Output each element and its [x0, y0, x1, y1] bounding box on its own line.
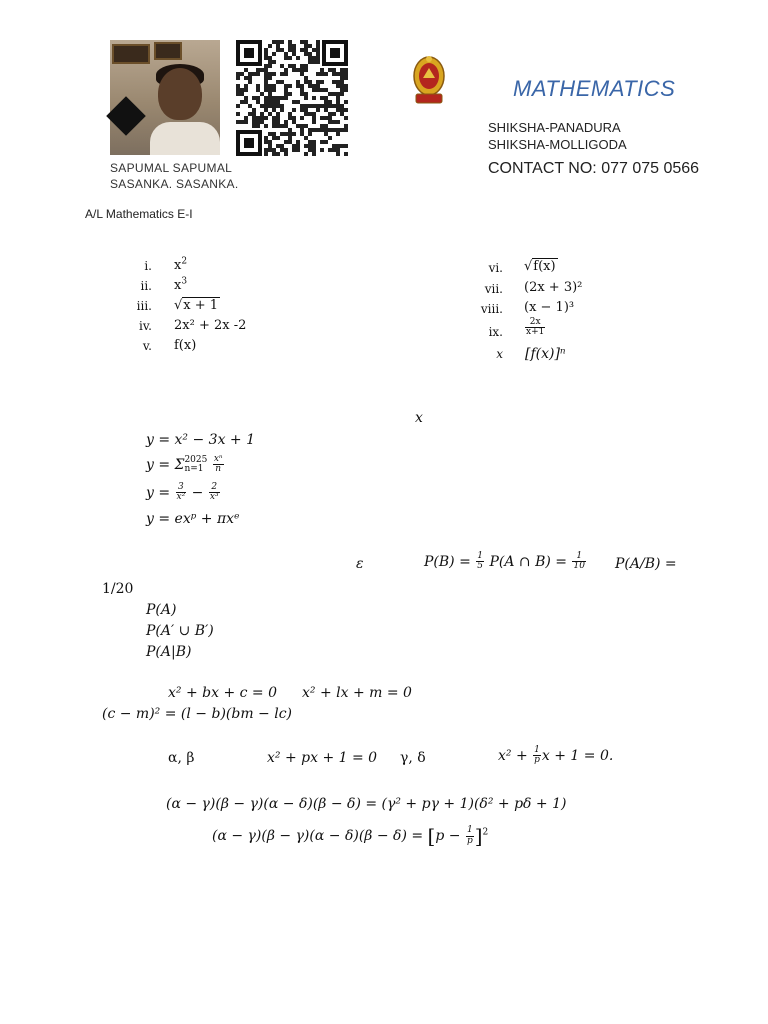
qr-code: [236, 40, 348, 156]
qr-module: [304, 96, 308, 100]
paper-title: A/L Mathematics E-I: [85, 207, 193, 221]
author-name-line-2: SASANKA. SASANKA.: [110, 177, 239, 191]
qr-module: [344, 144, 348, 148]
list-expression: (x − 1)³: [524, 300, 575, 315]
variable-x: x: [415, 410, 423, 426]
qr-finder: [236, 130, 262, 156]
qr-module: [236, 76, 240, 80]
qr-module: [316, 108, 320, 112]
quadratic-2: x² + lx + m = 0: [302, 685, 412, 701]
list-expression: $x^2$: [174, 256, 188, 273]
qr-module: [284, 152, 288, 156]
qr-module: [288, 56, 292, 60]
fraction: $\frac{1}{10}$: [573, 551, 585, 572]
qr-module: [248, 80, 252, 84]
qr-module: [304, 152, 308, 156]
identity-1: (α − γ)(β − γ)(α − δ)(β − δ) = (γ² + pγ + 1)(δ² + pδ + 1): [166, 796, 567, 812]
fraction: $\frac{2x}{x+1}$: [526, 317, 545, 338]
list-number: iv.: [138, 319, 152, 333]
function-y-2: y = Σ 2025 n=1 $\frac{\text{xⁿ}}{n}$: [146, 454, 223, 475]
list-expression: (2x + 3)²: [524, 280, 583, 295]
condition-to-prove: (c − m)² = (l − b)(bm − lc): [102, 706, 293, 722]
qr-module: [344, 88, 348, 92]
qr-module: [340, 92, 344, 96]
qr-module: [336, 152, 340, 156]
sample-space-symbol: ε: [356, 556, 364, 572]
list-expression: [f(x)]ⁿ: [525, 346, 566, 362]
qr-module: [272, 72, 276, 76]
list-number: ii.: [140, 279, 152, 293]
qr-module: [264, 152, 268, 156]
list-number: v.: [142, 339, 152, 353]
fraction: $\frac{1}{p}$: [466, 825, 473, 846]
fraction: $\frac{\text{xⁿ}}{n}$: [213, 454, 223, 475]
qr-module: [296, 56, 300, 60]
list-expression: f(x): [174, 338, 197, 353]
branch-molligoda: SHIKSHA-MOLLIGODA: [488, 137, 627, 152]
qr-module: [244, 120, 248, 124]
qr-module: [336, 132, 340, 136]
list-expression: $x^3$: [174, 276, 188, 293]
qr-module: [256, 124, 260, 128]
probability-given: P(B) = $\frac{1}{5}$ P(A ∩ B) = $\frac{1}{10}$: [424, 551, 585, 572]
qr-module: [280, 108, 284, 112]
contact-number: CONTACT NO: 077 075 0566: [488, 160, 700, 177]
list-number: vii.: [484, 282, 503, 296]
list-expression: √f(x): [524, 259, 556, 274]
qr-module: [344, 76, 348, 80]
author-name-line-1: SAPUMAL SAPUMAL: [110, 161, 233, 175]
wall-frame-image: [112, 44, 150, 64]
qr-module: [344, 116, 348, 120]
fraction: $\frac{1}{5}$: [477, 551, 483, 572]
qr-module: [292, 132, 296, 136]
qr-module: [332, 112, 336, 116]
subject-title: MATHEMATICS: [513, 76, 676, 101]
qr-module: [316, 60, 320, 64]
fraction: $\frac{1}{p}$: [534, 745, 540, 766]
function-y-3: y = $\frac{3}{\text{x²}}$ − $\frac{2}{\text{x³}}$: [146, 482, 219, 503]
qr-finder: [322, 40, 348, 66]
qr-module: [236, 112, 240, 116]
qr-module: [264, 124, 268, 128]
shirt-shape: [150, 122, 220, 155]
quadratic-p: x² + px + 1 = 0: [267, 750, 378, 766]
list-expression: √x + 1: [174, 298, 219, 313]
sqrt-radicand: x + 1: [183, 298, 219, 313]
qr-module: [300, 116, 304, 120]
identity-2: (α − γ)(β − γ)(α − δ)(β − δ) = [p − $\frac{1}{p}$ ]$^2$: [212, 824, 489, 848]
qr-module: [284, 96, 288, 100]
fraction: $\frac{2}{\text{x³}}$: [209, 482, 219, 503]
qr-module: [268, 76, 272, 80]
face-shape: [158, 68, 202, 120]
qr-module: [296, 148, 300, 152]
qr-module: [288, 92, 292, 96]
qr-module: [344, 100, 348, 104]
sqrt-radicand: f(x): [533, 259, 556, 274]
qr-module: [324, 72, 328, 76]
qr-module: [328, 136, 332, 140]
qr-module: [276, 136, 280, 140]
function-y-1: y = x² − 3x + 1: [146, 432, 256, 448]
list-number: i.: [144, 259, 152, 273]
quadratic-1-over-p: x² + $\frac{1}{p}$ x + 1 = 0.: [498, 745, 614, 766]
qr-module: [344, 152, 348, 156]
qr-module: [264, 116, 268, 120]
qr-module: [312, 96, 316, 100]
roots-gamma-delta: γ, δ: [400, 750, 426, 766]
qr-module: [236, 104, 240, 108]
wall-frame-image: [154, 42, 182, 60]
find-p-union: P(A′ ∪ B′): [146, 623, 214, 639]
qr-module: [304, 68, 308, 72]
emblem-icon: [412, 54, 446, 106]
qr-module: [272, 60, 276, 64]
roots-alpha-beta: α, β: [168, 750, 195, 766]
conditional-probability-value: 1/20: [102, 581, 134, 597]
qr-module: [320, 148, 324, 152]
list-number: ix.: [488, 325, 503, 339]
qr-module: [308, 132, 312, 136]
qr-module: [312, 152, 316, 156]
list-expression: 2x² + 2x -2: [174, 318, 247, 333]
quadratic-1: x² + bx + c = 0: [168, 685, 278, 701]
qr-module: [344, 128, 348, 132]
author-name-caption: [110, 160, 238, 192]
list-number: vi.: [488, 261, 503, 275]
qr-finder: [236, 40, 262, 66]
find-p-conditional: P(A|B): [146, 644, 192, 660]
qr-module: [276, 152, 280, 156]
list-number: iii.: [136, 299, 152, 313]
conditional-probability-given: P(A/B) =: [615, 556, 677, 572]
qr-module: [256, 72, 260, 76]
qr-module: [344, 108, 348, 112]
qr-module: [320, 80, 324, 84]
qr-module: [272, 88, 276, 92]
qr-module: [288, 84, 292, 88]
branch-panadura: SHIKSHA-PANADURA: [488, 120, 621, 135]
qr-module: [280, 40, 284, 44]
list-number: viii.: [480, 302, 503, 316]
list-number: x: [496, 347, 503, 361]
qr-module: [272, 52, 276, 56]
find-p-a: P(A): [146, 602, 177, 618]
function-y-4: y = exᵖ + πxᵉ: [146, 511, 240, 527]
qr-module: [312, 120, 316, 124]
qr-module: [268, 64, 272, 68]
qr-module: [336, 120, 340, 124]
qr-module: [324, 140, 328, 144]
qr-module: [284, 72, 288, 76]
qr-module: [244, 88, 248, 92]
list-expression: [524, 318, 546, 338]
fraction: $\frac{3}{\text{x²}}$: [176, 482, 186, 503]
qr-module: [292, 108, 296, 112]
qr-module: [268, 44, 272, 48]
